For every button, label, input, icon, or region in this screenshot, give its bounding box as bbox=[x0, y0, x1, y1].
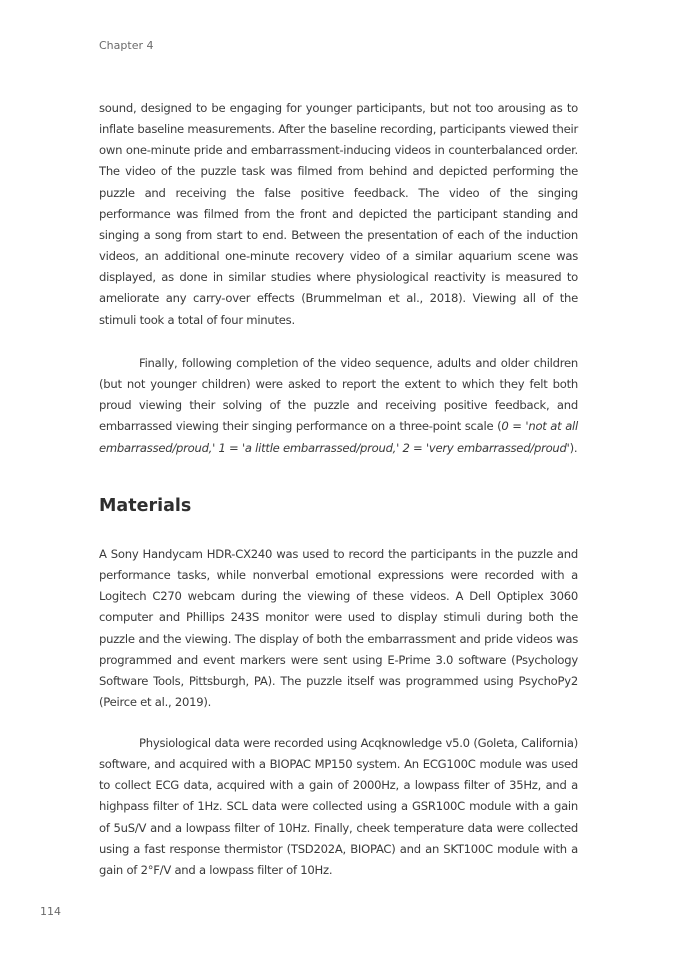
paragraph-2-end: ). bbox=[569, 440, 578, 455]
running-head: Chapter 4 bbox=[99, 39, 154, 52]
page-number: 114 bbox=[40, 905, 61, 918]
paragraph-2-text: Finally, following completion of the video sequence, adults and older children (but not younger children) were asked to report the extent to which they felt both proud viewing their solving of the puzzle and receiving positive feedback, and embarrassed viewing their singing performance on a three-point scale ( bbox=[99, 356, 578, 434]
body-paragraph-1: sound, designed to be engaging for younger participants, but not too arousing as to inflate baseline measurements. After the baseline recording, participants viewed their own one-minute pride and embarrassment-inducing videos in counterbalanced order. The video of the puzzle task was filmed from behind and depicted performing the puzzle and receiving the false positive feedback. The video of the singing performance was filmed from the front and depicted the participant standing and singing a song from start to end. Between the presentation of each of the induction videos, an additional one-minute recovery video of a similar aquarium scene was displayed, as done in similar studies where physiological reactivity is measured to ameliorate any carry-over effects (Brummelman et al., 2018). Viewing all of the stimuli took a total of four minutes. bbox=[99, 101, 578, 327]
scale-definition: 0 = 'not at all embarrassed/proud,' 1 = 'a little embarrassed/proud,' 2 = 'very embarrassed/proud' bbox=[99, 419, 578, 455]
section-heading-materials: Materials bbox=[99, 496, 192, 516]
body-paragraph-3: A Sony Handycam HDR-CX240 was used to record the participants in the puzzle and performance tasks, while nonverbal emotional expressions were recorded with a Logitech C270 webcam during the viewing of these videos. A Dell Optiplex 3060 computer and Phillips 243S monitor were used to display stimuli during both the puzzle and the viewing. The display of both the embarrassment and pride videos was programmed and event markers were sent using E-Prime 3.0 software (Psychology Software Tools, Pittsburgh, PA). The puzzle itself was programmed using PsychoPy2 (Peirce et al., 2019). bbox=[99, 547, 578, 710]
body-paragraph-4: Physiological data were recorded using Acqknowledge v5.0 (Goleta, California) software, and acquired with a BIOPAC MP150 system. An ECG100C module was used to collect ECG data, acquired with a gain of 2000Hz, a lowpass filter of 35Hz, and a highpass filter of 1Hz. SCL data were collected using a GSR100C module with a gain of 5uS/V and a lowpass filter of 10Hz. Finally, cheek temperature data were collected using a fast response thermistor (TSD202A, BIOPAC) and an SKT100C module with a gain of 2°F/V and a lowpass filter of 10Hz. bbox=[99, 736, 578, 877]
body-paragraph-2 bbox=[99, 353, 578, 459]
